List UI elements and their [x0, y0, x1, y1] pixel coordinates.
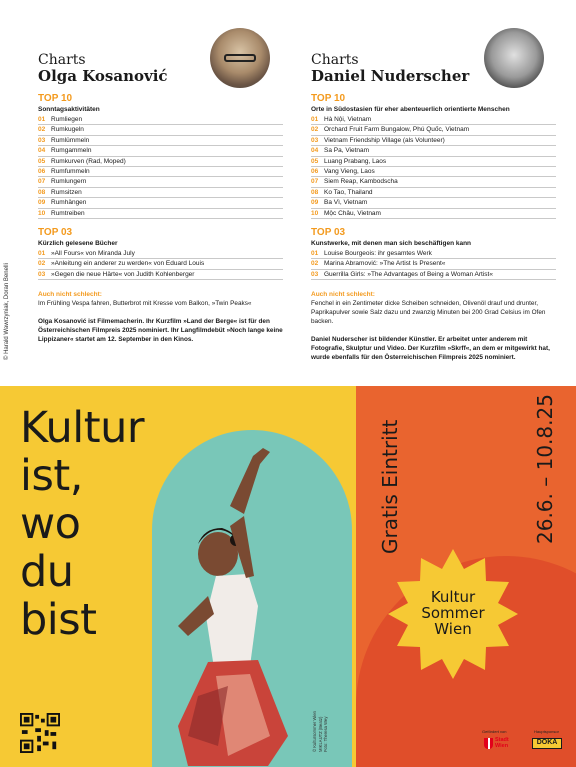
list-item: [311, 188, 556, 198]
list-item-text: Rumgammeln: [51, 147, 92, 155]
list-item-text: »Anleitung ein anderer zu werden« von Eduard Louis: [51, 260, 205, 268]
list-item-number: 10: [38, 209, 46, 217]
list-item-number: 01: [311, 250, 319, 258]
ad-headline: [20, 404, 144, 644]
list-item-text: Vietnam Friendship Village (als Volunteer): [324, 136, 445, 144]
stadt-wien-line-1: Stadt: [495, 737, 509, 743]
credit-line-3: Foto: Theresa Wey: [323, 716, 328, 752]
list-item-text: Orchard Fruit Farm Bungalow, Phú Quốc, Vietnam: [324, 126, 470, 134]
right-extra-text: Fenchel in ein Zentimeter dicke Scheiben schneiden, Olivenöl drauf und drunter, Paprikapulver sowie Salz dazu und zwanzig Minuten bei 200 Grad Celsius im Ofen backen.: [311, 300, 546, 326]
badge-line-3: Wien: [434, 620, 472, 638]
list-item: [311, 115, 556, 125]
list-item-text: Ba Vì, Vietnam: [324, 199, 368, 207]
list-item: [311, 249, 556, 259]
left-top10-heading: TOP 10: [38, 93, 73, 104]
list-item-number: 01: [311, 116, 319, 123]
list-item-text: »All Fours« von Miranda July: [51, 250, 135, 258]
headline-line-3: wo: [20, 499, 81, 549]
list-item-number: 10: [311, 209, 319, 217]
list-item: [311, 209, 556, 219]
right-chart-column: [311, 52, 556, 362]
list-item-number: 05: [38, 157, 46, 165]
list-item: [311, 177, 556, 187]
vienna-coat-of-arms-icon: [484, 738, 493, 749]
doka-logo: DOKA: [532, 738, 562, 749]
list-item: [311, 157, 556, 167]
list-item-text: Mộc Châu, Vietnam: [324, 209, 381, 217]
list-item: [38, 167, 283, 177]
left-name: Olga Kosanović: [38, 67, 168, 85]
right-top10-subtitle: Orte in Südostasien für eher abenteuerlich orientierte Menschen: [311, 106, 510, 113]
list-item-text: Guerrilla Girls: »The Advantages of Being a Woman Artist«: [324, 270, 493, 278]
left-top3-subtitle: Kürzlich gelesene Bücher: [38, 240, 118, 248]
left-top3-heading: TOP 03: [38, 227, 73, 239]
list-item: [311, 125, 556, 135]
list-item: [38, 198, 283, 208]
list-item-number: 01: [38, 250, 46, 258]
ad-gratis-eintritt: Gratis Eintritt: [378, 419, 402, 554]
list-item-number: 02: [38, 260, 46, 268]
badge-line-1: Kultur: [430, 588, 476, 606]
list-item: [38, 270, 283, 280]
right-top3-subtitle: Kunstwerke, mit denen man sich beschäftigen kann: [311, 240, 472, 248]
left-bio: Olga Kosanović ist Filmemacherin. Ihr Kurzfilm »Land der Berge« ist für den Österreichischen Filmpreis 2025 nominiert. Ihr Langfilmdebüt »Noch lange keine Lippizaner« startet am 12. September in den Kinos.: [38, 318, 283, 344]
list-item-text: Luang Prabang, Laos: [324, 157, 387, 165]
right-top10-list: [311, 115, 556, 219]
list-item-text: Vang Vieng, Laos: [324, 168, 375, 176]
left-kicker: Charts: [38, 52, 86, 68]
list-item: [38, 249, 283, 259]
list-item-number: 07: [38, 178, 46, 186]
list-item-number: 06: [311, 168, 319, 176]
list-item-number: 08: [38, 188, 46, 196]
photo-credit: © Harald Wawrzyniak, Doran Benelli: [4, 263, 10, 360]
right-bio: Daniel Nuderscher ist bildender Künstler. Er arbeitet unter anderem mit Fotografie, Skulptur und Video. Der Kurzfilm »Skrff«, an dem er mitgewirkt hat, wurde ebenfalls für den Österreichischen Filmpreis 2025 nominiert.: [311, 336, 550, 362]
left-top3-list: [38, 249, 283, 280]
list-item-text: Marina Abramović: »The Artist Is Present«: [324, 260, 446, 268]
list-item-number: 01: [38, 116, 46, 123]
ad-photo-credits: [312, 711, 329, 752]
list-item: [38, 125, 283, 135]
ad-dates: 26.6. – 10.8.25: [533, 394, 557, 544]
left-top10-list: [38, 115, 283, 219]
list-item-number: 09: [38, 199, 46, 207]
list-item-text: Siem Reap, Kambodscha: [324, 178, 398, 186]
list-item-text: Rumfummeln: [51, 168, 90, 176]
stadt-wien-logo: [484, 738, 509, 749]
list-item: [38, 259, 283, 269]
right-top3-list: [311, 249, 556, 280]
list-item-number: 04: [311, 147, 319, 155]
list-item-text: Rumkugeln: [51, 126, 84, 134]
headline-line-1: Kultur: [20, 403, 145, 453]
list-item: [38, 115, 283, 125]
list-item-text: Louise Bourgeois: ihr gesamtes Werk: [324, 250, 432, 258]
list-item: [311, 136, 556, 146]
headline-line-4: du: [20, 547, 74, 597]
list-item-number: 02: [38, 126, 46, 134]
list-item-number: 03: [311, 270, 319, 278]
headline-line-2: ist,: [20, 451, 83, 501]
stadt-wien-line-2: Wien: [495, 742, 509, 749]
list-item-text: Rumliegen: [51, 116, 83, 123]
right-extra-heading: Auch nicht schlecht:: [311, 291, 375, 299]
list-item: [311, 198, 556, 208]
list-item: [38, 177, 283, 187]
list-item: [311, 167, 556, 177]
list-item-text: Sa Pa, Vietnam: [324, 147, 370, 155]
list-item-number: 09: [311, 199, 319, 207]
list-item: [38, 188, 283, 198]
list-item: [311, 146, 556, 156]
list-item-number: 05: [311, 157, 319, 165]
list-item-number: 02: [311, 126, 319, 134]
qr-code-icon[interactable]: [20, 713, 60, 753]
badge-line-2: Sommer: [421, 604, 485, 622]
list-item-number: 03: [38, 136, 46, 144]
list-item-text: »Gegen die neue Härte« von Judith Kohlenberger: [51, 270, 195, 278]
list-item: [38, 146, 283, 156]
left-top10-subtitle: Sonntagsaktivitäten: [38, 106, 100, 113]
list-item: [311, 259, 556, 269]
kultursommer-logo-text: [388, 589, 518, 637]
list-item-text: Rumsitzen: [51, 188, 82, 196]
right-top10-heading: TOP 10: [311, 93, 346, 104]
list-item-text: Hà Nội, Vietnam: [324, 116, 372, 123]
left-extra-text: Im Frühling Vespa fahren, Butterbrot mit Kresse vom Balkon, »Twin Peaks«: [38, 300, 252, 308]
kultursommer-ad: [0, 386, 576, 767]
list-item-number: 03: [38, 270, 46, 278]
right-kicker: Charts: [311, 52, 359, 68]
headline-line-5: bist: [20, 595, 97, 645]
list-item-text: Rumtreiben: [51, 209, 85, 217]
list-item-number: 07: [311, 178, 319, 186]
list-item-number: 02: [311, 260, 319, 268]
list-item: [38, 136, 283, 146]
right-name: Daniel Nuderscher: [311, 67, 470, 85]
list-item-text: Rumhängen: [51, 199, 87, 207]
right-top3-heading: TOP 03: [311, 227, 346, 239]
list-item-number: 06: [38, 168, 46, 176]
sponsor-label-main: Hauptsponsor: [534, 729, 559, 734]
credit-line-2: MIKLAUTZ (Beatz): [317, 716, 323, 752]
list-item-text: Rumlümmeln: [51, 136, 90, 144]
list-item: [38, 157, 283, 167]
sponsor-label-funded: Gefördert von: [482, 729, 507, 734]
list-item: [311, 270, 556, 280]
list-item-number: 03: [311, 136, 319, 144]
list-item-number: 04: [38, 147, 46, 155]
list-item-text: Rumlungern: [51, 178, 87, 186]
left-chart-column: [38, 52, 283, 344]
left-extra-heading: Auch nicht schlecht:: [38, 291, 102, 299]
list-item-text: Ko Tao, Thailand: [324, 188, 373, 196]
list-item-number: 08: [311, 188, 319, 196]
credit-line-1: © Kultursommer Wien: [312, 710, 317, 752]
list-item-text: Rumkurven (Rad, Moped): [51, 157, 126, 165]
list-item: [38, 209, 283, 219]
